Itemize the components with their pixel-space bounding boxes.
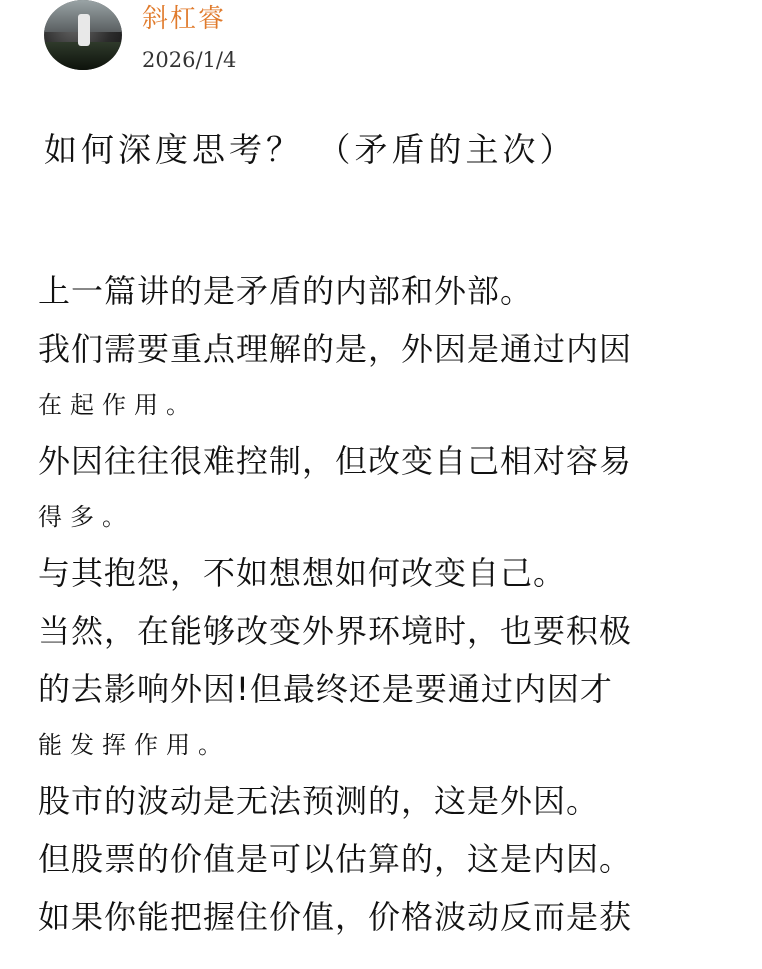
- avatar-figure: [78, 14, 90, 46]
- avatar-ground: [44, 42, 122, 70]
- body-line: 能发挥作用。: [38, 731, 230, 759]
- body-line: 与其抱怨，不如想想如何改变自己。: [38, 554, 567, 592]
- body-line: 得多。: [38, 503, 134, 531]
- body-line: 但股票的价值是可以估算的，这是内因。: [38, 840, 633, 878]
- post-title: 如何深度思考？ （矛盾的主次）: [44, 130, 577, 169]
- post-date: 2026/1/4: [142, 48, 237, 72]
- body-line: 的去影响外因!但最终还是要通过内因才: [38, 670, 613, 708]
- avatar[interactable]: [44, 0, 122, 70]
- post-body: [38, 262, 738, 946]
- body-line: 上一篇讲的是矛盾的内部和外部。: [38, 272, 534, 310]
- body-line: 我们需要重点理解的是，外因是通过内因: [38, 330, 633, 368]
- body-line: 外因往往很难控制，但改变自己相对容易: [38, 442, 633, 480]
- author-name[interactable]: 斜杠睿: [142, 4, 227, 34]
- post-header: [44, 0, 744, 80]
- body-line: 当然，在能够改变外界环境时，也要积极: [38, 612, 633, 650]
- body-line: 股市的波动是无法预测的，这是外因。: [38, 782, 600, 820]
- body-line: 在起作用。: [38, 391, 198, 419]
- body-line: 如果你能把握住价值，价格波动反而是获: [38, 898, 633, 936]
